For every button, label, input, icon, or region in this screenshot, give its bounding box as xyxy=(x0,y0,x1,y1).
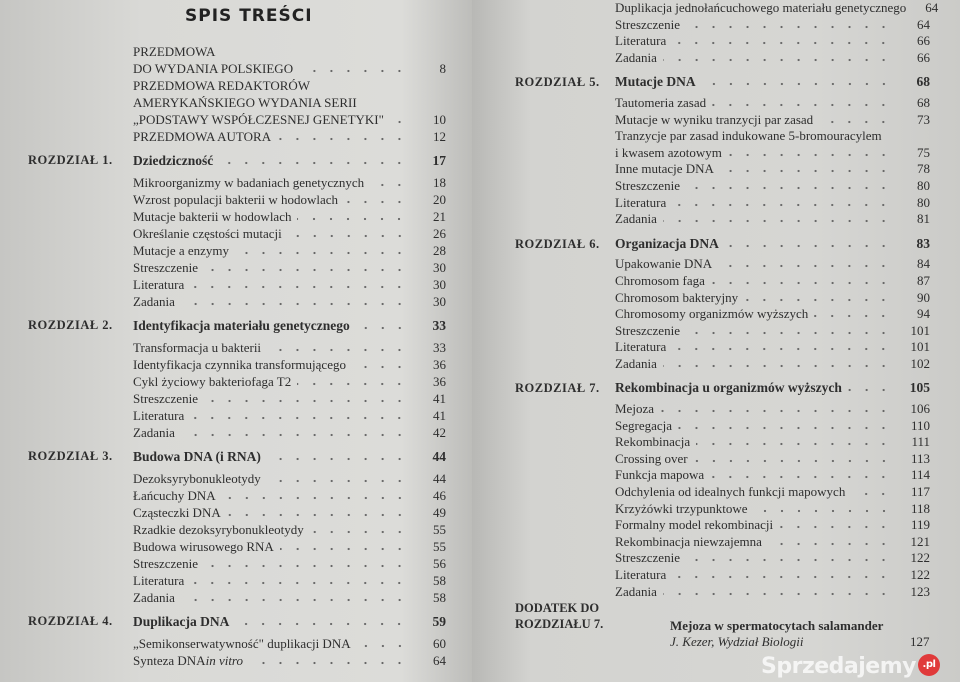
chapter-label: ROZDZIAŁ 6. xyxy=(515,236,600,251)
entry-title: Rekombinacja niewzajemna xyxy=(615,533,762,549)
entry-title: Streszczenie xyxy=(615,16,680,32)
entry-page-number: 94 xyxy=(917,306,930,322)
entry-page-number: 58 xyxy=(433,573,446,588)
entry-title: Mutacje a enzymy xyxy=(133,243,230,258)
dot-leader xyxy=(710,471,892,479)
toc-entry xyxy=(0,521,472,538)
dot-leader xyxy=(672,343,892,351)
chapter-page-number: 44 xyxy=(432,449,446,464)
dot-leader xyxy=(235,247,408,255)
toc-entry xyxy=(0,276,472,293)
dot-leader xyxy=(277,133,408,141)
entry-title-italic: in vitro xyxy=(205,653,244,668)
entry-page-number: 8 xyxy=(439,61,446,76)
dot-leader xyxy=(190,281,408,289)
entry-title: Mutacje w wyniku tranzycji par zasad xyxy=(615,111,814,127)
entry-page-number: 64 xyxy=(925,0,939,15)
chapter-heading xyxy=(0,613,472,630)
toc-entry xyxy=(472,451,960,468)
toc-section xyxy=(0,152,472,310)
toc-entry xyxy=(0,589,472,606)
toc-entry xyxy=(0,208,472,225)
entry-title: Tranzycje par zasad indukowane 5-bromouracylem xyxy=(615,128,882,144)
dot-leader xyxy=(235,618,408,626)
entry-page-number: 58 xyxy=(433,590,446,605)
dot-leader xyxy=(267,344,408,352)
entry-page-number: 49 xyxy=(433,505,446,520)
entry-page-number: 55 xyxy=(433,539,446,554)
entry-title: Crossing over xyxy=(615,450,688,466)
entry-title: Rekombinacja xyxy=(615,434,691,450)
entry-page-number: 119 xyxy=(910,517,930,533)
toc-entry xyxy=(0,293,472,310)
entry-title: Streszczenie xyxy=(615,322,680,338)
dot-leader xyxy=(779,521,892,529)
entry-title: Streszczenie xyxy=(133,391,198,406)
entry-title: Łańcuchy DNA xyxy=(133,488,216,503)
dot-leader xyxy=(204,560,408,568)
entry-title: „Semikonserwatywność" duplikacji DNA xyxy=(133,636,351,651)
entry-page-number: 117 xyxy=(910,484,930,500)
dot-leader xyxy=(814,310,892,318)
dot-leader xyxy=(851,488,892,496)
entry-page-number: 66 xyxy=(917,33,930,49)
chapter-page-number: 17 xyxy=(432,153,446,168)
entry-title: Zadania xyxy=(133,425,175,440)
toc-section xyxy=(472,380,960,600)
entry-page-number: 44 xyxy=(433,471,446,486)
dot-leader xyxy=(267,453,408,461)
entry-title: Krzyżówki trzypunktowe xyxy=(615,500,748,516)
dot-leader xyxy=(672,199,892,207)
toc-section xyxy=(472,236,960,373)
toc-entry xyxy=(0,504,472,521)
chapter-title: Identyfikacja materiału genetycznego xyxy=(133,318,350,333)
dot-leader xyxy=(370,179,408,187)
dot-leader xyxy=(702,78,892,86)
entry-page-number: 113 xyxy=(910,450,930,466)
dot-leader xyxy=(728,149,892,157)
toc-entry xyxy=(0,652,472,669)
chapter-title: Dziedziczność xyxy=(133,153,214,168)
toc-entry xyxy=(0,373,472,390)
toc-entry xyxy=(472,501,960,518)
dot-leader xyxy=(712,99,892,107)
dot-leader xyxy=(686,21,892,29)
entry-page-number: 64 xyxy=(917,16,930,32)
toc-entry xyxy=(472,339,960,356)
entry-page-number: 41 xyxy=(433,408,446,423)
entry-title: Cykl życiowy bakteriofaga T2 xyxy=(133,374,292,389)
dot-leader xyxy=(663,54,892,62)
entry-title: Literatura xyxy=(133,277,185,292)
entry-page-number: 111 xyxy=(911,434,930,450)
dot-leader xyxy=(718,260,892,268)
entry-page-number: 80 xyxy=(917,194,930,210)
toc-section xyxy=(0,317,472,441)
toc-entry xyxy=(0,470,472,487)
entry-page-number: 60 xyxy=(433,636,446,651)
toc-entry xyxy=(472,211,960,228)
toc-entry xyxy=(472,145,960,162)
dot-leader xyxy=(390,116,408,124)
entry-title: Segregacja xyxy=(615,417,673,433)
entry-page-number: 68 xyxy=(917,94,930,110)
dot-leader xyxy=(227,509,408,517)
dot-leader xyxy=(297,213,408,221)
toc-entry xyxy=(472,273,960,290)
entry-page-number: 56 xyxy=(433,556,446,571)
left-page xyxy=(0,0,472,682)
entry-title: Rzadkie dezoksyrybonukleotydy xyxy=(133,522,304,537)
toc-entry xyxy=(472,323,960,340)
entry-title: Identyfikacja czynnika transformującego xyxy=(133,357,346,372)
toc-section xyxy=(472,0,960,66)
entry-title: Synteza DNA xyxy=(133,653,206,668)
entry-title: Cząsteczki DNA xyxy=(133,505,221,520)
entry-title: Zadania xyxy=(615,49,657,65)
chapter-label: ROZDZIAŁ 1. xyxy=(28,153,113,167)
toc-entry xyxy=(472,356,960,373)
dot-leader xyxy=(352,361,408,369)
dot-leader xyxy=(310,526,408,534)
entry-page-number: 90 xyxy=(917,289,930,305)
entry-page-number: 118 xyxy=(910,500,930,516)
toc-section xyxy=(0,43,472,145)
dot-leader xyxy=(848,384,892,392)
toc-entry xyxy=(472,467,960,484)
dot-leader xyxy=(686,554,892,562)
entry-title: Zadania xyxy=(133,590,175,605)
dot-leader xyxy=(768,538,892,546)
chapter-label: ROZDZIAŁ 2. xyxy=(28,318,113,332)
toc-entry xyxy=(472,306,960,323)
dot-leader xyxy=(299,65,408,73)
chapter-title: Rekombinacja u organizmów wyższych xyxy=(615,380,842,396)
entry-page-number: 30 xyxy=(433,277,446,292)
watermark-logo xyxy=(761,654,940,680)
entry-page-number: 26 xyxy=(433,226,446,241)
chapter-title: Organizacja DNA xyxy=(615,235,719,251)
dot-leader xyxy=(190,412,408,420)
dot-leader xyxy=(222,492,408,500)
chapter-page-number: 105 xyxy=(909,380,930,396)
dot-leader xyxy=(204,264,408,272)
entry-title: Literatura xyxy=(615,33,667,49)
entry-page-number: 110 xyxy=(910,417,930,433)
entry-title: Mejoza xyxy=(615,401,654,417)
toc-entry xyxy=(0,555,472,572)
dot-leader xyxy=(181,429,408,437)
entry-title: Transformacja u bakterii xyxy=(133,340,262,355)
entry-title: Streszczenie xyxy=(615,177,680,193)
toc-entry xyxy=(0,174,472,191)
entry-page-number: 18 xyxy=(433,175,446,190)
dot-leader xyxy=(672,571,892,579)
toc-entry xyxy=(472,290,960,307)
toc-entry xyxy=(0,94,472,111)
dot-leader xyxy=(190,577,408,585)
entry-title: Mikroorganizmy w badaniach genetycznych xyxy=(133,175,365,190)
entry-title: i kwasem azotowym xyxy=(615,144,722,160)
entry-title: Zadania xyxy=(615,211,657,227)
entry-page-number: 114 xyxy=(910,467,930,483)
chapter-label: ROZDZIAŁ 4. xyxy=(28,614,113,628)
toc-entry xyxy=(0,356,472,373)
dot-leader xyxy=(725,240,892,248)
dot-leader xyxy=(819,116,892,124)
entry-title: Literatura xyxy=(615,194,667,210)
entry-page-number: 30 xyxy=(433,294,446,309)
appendix-label-line1: DODATEK DO xyxy=(515,601,600,615)
dot-leader xyxy=(694,455,892,463)
dot-leader xyxy=(219,157,408,165)
appendix-page-number: 127 xyxy=(910,634,930,649)
dot-leader xyxy=(678,422,892,430)
dot-leader xyxy=(663,360,892,368)
dot-leader xyxy=(711,277,892,285)
entry-page-number: 75 xyxy=(917,144,930,160)
toc-entry xyxy=(472,401,960,418)
left-toc-list xyxy=(0,43,472,669)
toc-entry xyxy=(0,538,472,555)
chapter-page-number: 83 xyxy=(916,235,930,251)
entry-title: PRZEDMOWA xyxy=(133,44,216,59)
dot-leader xyxy=(686,182,892,190)
toc-section xyxy=(0,448,472,606)
entry-page-number: 30 xyxy=(433,260,446,275)
dot-leader xyxy=(181,298,408,306)
toc-section xyxy=(0,613,472,669)
toc-entry xyxy=(472,534,960,551)
chapter-heading xyxy=(472,236,960,253)
entry-title: Chromosomy organizmów wyższych xyxy=(615,306,809,322)
dot-leader xyxy=(356,322,408,330)
entry-title: „PODSTAWY WSPÓŁCZESNEJ GENETYKI" xyxy=(133,112,384,127)
entry-page-number: 42 xyxy=(433,425,446,440)
entry-title: Inne mutacje DNA xyxy=(615,161,714,177)
entry-page-number: 102 xyxy=(910,355,930,371)
dot-leader xyxy=(663,215,892,223)
dot-leader xyxy=(181,594,408,602)
entry-page-number: 80 xyxy=(917,177,930,193)
entry-title: Mutacje bakterii w hodowlach xyxy=(133,209,292,224)
toc-entry xyxy=(0,390,472,407)
entry-title: Odchylenia od idealnych funkcji mapowych xyxy=(615,484,846,500)
entry-title: Streszczenie xyxy=(133,260,198,275)
dot-leader xyxy=(672,37,892,45)
dot-leader xyxy=(344,196,408,204)
toc-entry xyxy=(472,256,960,273)
toc-entry xyxy=(472,128,960,145)
entry-title: AMERYKAŃSKIEGO WYDANIA SERII xyxy=(133,95,357,110)
toc-entry xyxy=(472,550,960,567)
dot-leader xyxy=(297,378,408,386)
chapter-title: Budowa DNA (i RNA) xyxy=(133,449,261,464)
entry-page-number: 46 xyxy=(433,488,446,503)
toc-entry xyxy=(0,635,472,652)
chapter-page-number: 33 xyxy=(432,318,446,333)
appendix-title: Mejoza w spermatocytach salamander xyxy=(670,618,884,633)
entry-title: Formalny model rekombinacji xyxy=(615,517,774,533)
chapter-label: ROZDZIAŁ 5. xyxy=(515,75,600,90)
entry-page-number: 122 xyxy=(910,550,930,566)
entry-page-number: 21 xyxy=(433,209,446,224)
entry-page-number: 55 xyxy=(433,522,446,537)
toc-entry xyxy=(0,572,472,589)
chapter-label: ROZDZIAŁ 3. xyxy=(28,449,113,463)
entry-page-number: 101 xyxy=(910,322,930,338)
toc-entry xyxy=(472,584,960,601)
entry-page-number: 106 xyxy=(910,401,930,417)
dot-leader xyxy=(754,505,893,513)
entry-page-number: 33 xyxy=(433,340,446,355)
entry-page-number: 123 xyxy=(910,583,930,599)
entry-title: Określanie częstości mutacji xyxy=(133,226,282,241)
entry-page-number: 36 xyxy=(433,357,446,372)
entry-page-number: 81 xyxy=(917,211,930,227)
entry-page-number: 36 xyxy=(433,374,446,389)
toc-entry xyxy=(472,178,960,195)
chapter-heading xyxy=(472,380,960,397)
toc-entry xyxy=(472,418,960,435)
appendix-label-line2: ROZDZIAŁU 7. xyxy=(515,617,604,631)
toc-entry xyxy=(0,259,472,276)
entry-title: Literatura xyxy=(133,573,185,588)
entry-page-number: 28 xyxy=(433,243,446,258)
toc-entry xyxy=(472,195,960,212)
toc-entry xyxy=(472,112,960,129)
entry-title: Zadania xyxy=(615,583,657,599)
entry-title: Literatura xyxy=(615,339,667,355)
toc-entry xyxy=(0,111,472,128)
dot-leader xyxy=(357,640,408,648)
chapter-title: Mutacje DNA xyxy=(615,74,696,90)
entry-title: PRZEDMOWA REDAKTORÓW xyxy=(133,78,311,93)
entry-title: Streszczenie xyxy=(133,556,198,571)
toc-entry xyxy=(472,17,960,34)
toc-entry xyxy=(472,33,960,50)
chapter-label: ROZDZIAŁ 7. xyxy=(515,381,600,396)
toc-entry xyxy=(472,0,960,17)
entry-title: Chromosom faga xyxy=(615,272,705,288)
entry-title: Duplikacja jednołańcuchowego materiału genetycznego xyxy=(615,0,907,15)
dot-leader xyxy=(288,230,408,238)
right-page xyxy=(472,0,960,682)
entry-page-number: 87 xyxy=(917,272,930,288)
appendix-author: J. Kezer, Wydział Biologii xyxy=(670,634,804,649)
entry-page-number: 84 xyxy=(917,256,930,272)
watermark-text: Sprzedajemy xyxy=(761,654,916,679)
toc-entry xyxy=(0,191,472,208)
entry-page-number: 10 xyxy=(433,112,446,127)
entry-title: Literatura xyxy=(615,567,667,582)
dot-leader xyxy=(280,543,408,551)
toc-entry xyxy=(472,434,960,451)
toc-section xyxy=(472,74,960,227)
dot-leader xyxy=(744,294,892,302)
dot-leader xyxy=(660,405,892,413)
toc-entry xyxy=(472,161,960,178)
dot-leader xyxy=(720,165,892,173)
dot-leader xyxy=(249,657,408,665)
entry-title: Budowa wirusowego RNA xyxy=(133,539,274,554)
entry-page-number: 20 xyxy=(433,192,446,207)
chapter-heading xyxy=(0,448,472,465)
toc-entry xyxy=(0,424,472,441)
chapter-page-number: 68 xyxy=(916,74,930,90)
entry-title: Tautomeria zasad xyxy=(615,94,707,110)
dot-leader xyxy=(696,438,892,446)
toc-entry xyxy=(472,95,960,112)
entry-page-number: 122 xyxy=(910,567,930,582)
toc-entry xyxy=(0,242,472,259)
toc-entry xyxy=(472,50,960,67)
chapter-title: Duplikacja DNA xyxy=(133,614,230,629)
entry-page-number: 64 xyxy=(433,653,446,668)
entry-title: Wzrost populacji bakterii w hodowlach xyxy=(133,192,339,207)
toc-entry xyxy=(0,128,472,145)
dot-leader xyxy=(686,327,892,335)
entry-title: Literatura xyxy=(133,408,185,423)
toc-entry xyxy=(0,487,472,504)
chapter-page-number: 59 xyxy=(432,614,446,629)
entry-title: Funkcja mapowa xyxy=(615,467,705,483)
toc-title: SPIS TREŚCI xyxy=(185,6,313,26)
entry-title: Streszczenie xyxy=(615,550,680,566)
entry-page-number: 101 xyxy=(910,339,930,355)
dot-leader xyxy=(267,475,408,483)
toc-entry xyxy=(0,77,472,94)
chapter-heading xyxy=(472,74,960,91)
toc-entry xyxy=(472,517,960,534)
entry-title: DO WYDANIA POLSKIEGO xyxy=(133,61,294,76)
dot-leader xyxy=(663,588,892,596)
entry-title: Zadania xyxy=(615,355,657,371)
entry-page-number: 41 xyxy=(433,391,446,406)
entry-title: Upakowanie DNA xyxy=(615,256,713,272)
entry-title: Chromosom bakteryjny xyxy=(615,289,739,305)
entry-title: Dezoksyrybonukleotydy xyxy=(133,471,261,486)
toc-entry xyxy=(0,60,472,77)
toc-entry xyxy=(0,339,472,356)
toc-entry xyxy=(0,43,472,60)
entry-page-number: 121 xyxy=(910,533,930,549)
dot-leader xyxy=(204,395,408,403)
entry-page-number: 73 xyxy=(917,111,930,127)
entry-title: PRZEDMOWA AUTORA xyxy=(133,129,272,144)
entry-page-number: 66 xyxy=(917,49,930,65)
appendix-entry xyxy=(515,600,935,654)
entry-page-number: 12 xyxy=(433,129,446,144)
toc-entry xyxy=(472,567,960,584)
toc-entry xyxy=(472,484,960,501)
right-toc-list xyxy=(472,0,960,600)
chapter-heading xyxy=(0,317,472,334)
toc-entry xyxy=(0,407,472,424)
watermark-badge: .pl xyxy=(918,654,940,676)
entry-page-number: 78 xyxy=(917,161,930,177)
toc-entry xyxy=(0,225,472,242)
entry-title: Zadania xyxy=(133,294,175,309)
chapter-heading xyxy=(0,152,472,169)
